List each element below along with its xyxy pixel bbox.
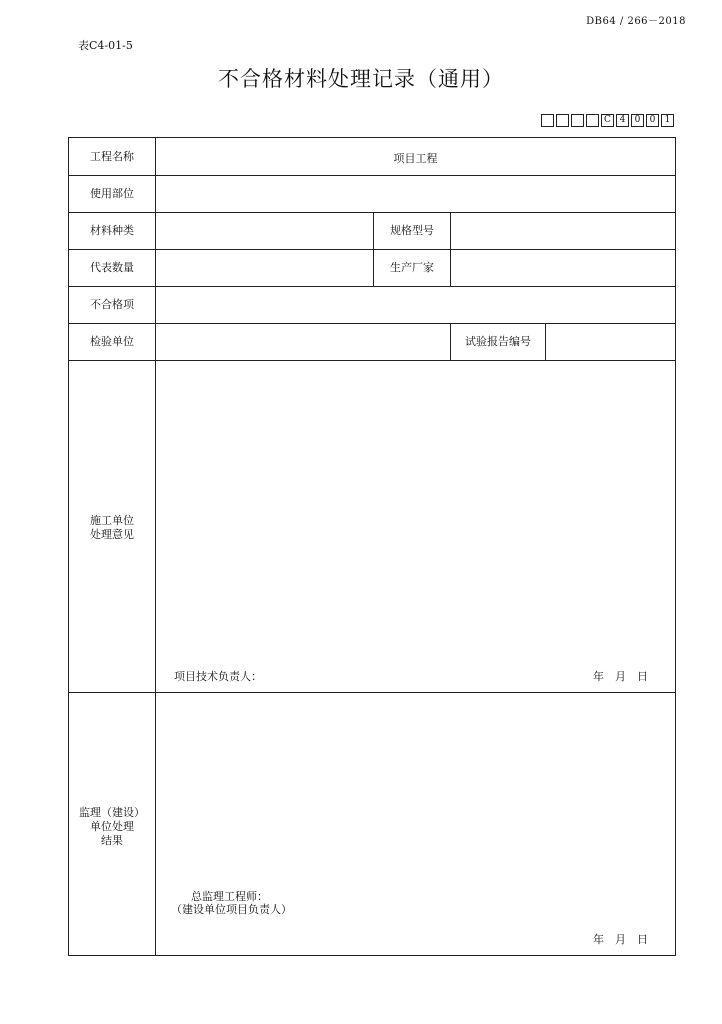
code-box[interactable] — [556, 114, 569, 127]
code-box[interactable] — [571, 114, 584, 127]
manufacturer-field[interactable] — [451, 250, 675, 285]
code-box[interactable] — [586, 114, 599, 127]
quantity-field[interactable] — [156, 250, 372, 285]
spec-model-label: 规格型号 — [390, 224, 434, 237]
form-number: 表C4-01-5 — [78, 39, 133, 52]
construction-opinion-area[interactable] — [156, 361, 675, 661]
usage-part-field[interactable] — [156, 176, 675, 211]
page-title: 不合格材料处理记录（通用） — [218, 67, 504, 91]
test-report-no-label: 试验报告编号 — [465, 335, 531, 348]
test-unit-label: 检验单位 — [90, 335, 134, 348]
test-unit-field[interactable] — [156, 324, 449, 359]
usage-part-label: 使用部位 — [90, 187, 134, 200]
project-name-label: 工程名称 — [90, 150, 134, 163]
construction-opinion-label: 施工单位 处理意见 — [90, 514, 134, 541]
record-form — [68, 137, 676, 956]
code-box: 0 — [631, 114, 644, 127]
project-name-field[interactable]: 项目工程 — [393, 152, 438, 165]
nonconforming-item-field[interactable] — [156, 287, 675, 322]
chief-engineer-signature-label: 总监理工程师： — [191, 890, 268, 903]
code-box: C — [601, 114, 614, 127]
code-box[interactable] — [541, 114, 554, 127]
code-box: 1 — [661, 114, 674, 127]
code-box: 0 — [646, 114, 659, 127]
owner-lead-signature-label: （建设单位项目负责人） — [171, 903, 292, 916]
material-type-field[interactable] — [156, 213, 372, 248]
spec-model-field[interactable] — [451, 213, 675, 248]
record-code-boxes — [541, 114, 674, 127]
test-report-no-field[interactable] — [546, 324, 675, 359]
material-type-label: 材料种类 — [90, 224, 134, 237]
nonconforming-item-label: 不合格项 — [90, 298, 134, 311]
tech-lead-signature-label: 项目技术负责人： — [174, 670, 262, 683]
manufacturer-label: 生产厂家 — [390, 261, 434, 274]
code-box: 4 — [616, 114, 629, 127]
supervision-date-label: 年 月 日 — [593, 933, 648, 946]
construction-date-label: 年 月 日 — [593, 670, 648, 683]
quantity-label: 代表数量 — [90, 261, 134, 274]
standard-number: DB64 / 266－2018 — [586, 16, 686, 27]
supervision-result-area[interactable] — [156, 693, 675, 883]
supervision-result-label: 监理（建设） 单位处理 结果 — [79, 806, 145, 847]
